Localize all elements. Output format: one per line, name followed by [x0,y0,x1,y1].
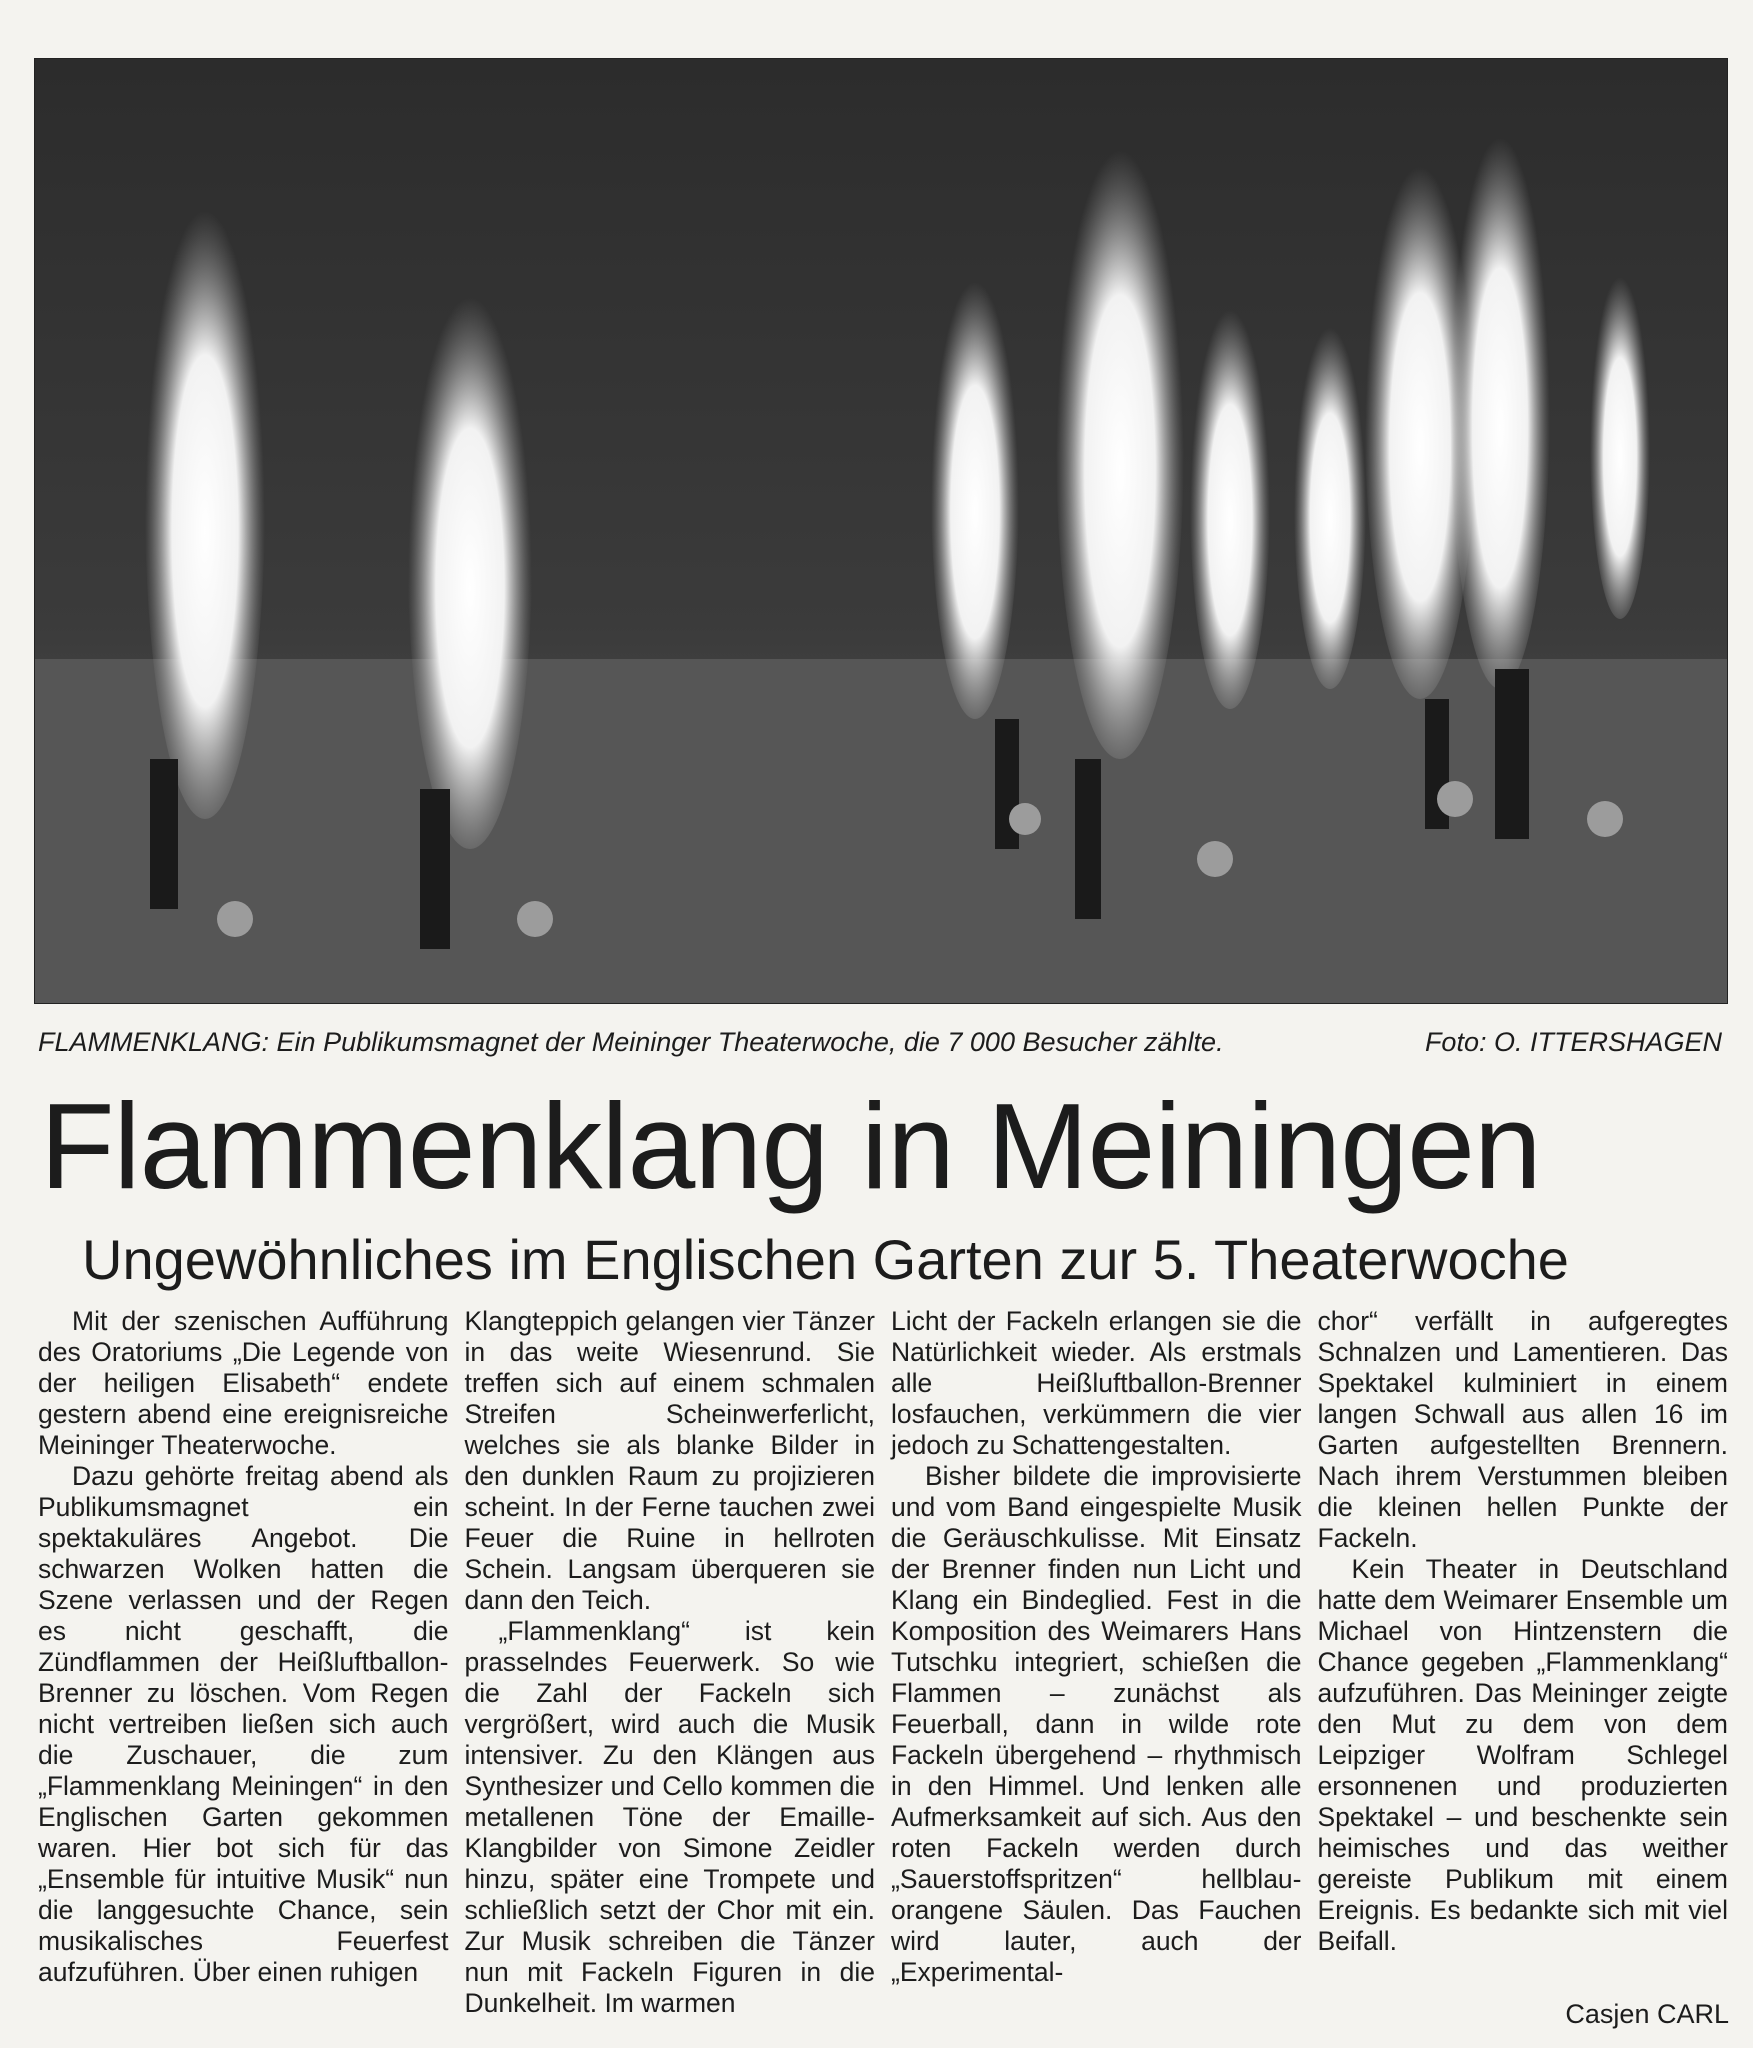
caption-text: FLAMMENKLANG: Ein Publikumsmagnet der Meininger Theaterwoche, die 7 000 Besucher zählte. [38,1027,1224,1057]
column-3 [891,1306,1302,1986]
column-2 [464,1306,876,2018]
fire-performance-photo-icon [35,59,1727,1003]
subheadline: Ungewöhnliches im Englischen Garten zur 5. Theaterwoche [82,1228,1569,1291]
paragraph: Dazu gehörte freitag abend als Publikumsmagnet ein spektakuläres Angebot. Die schwarzen Wolken hatten die Szene verlassen und der Regen es nicht geschafft, die Zündflammen der Heißluftballon-Brenner zu löschen. Vom Regen nicht vertreiben ließen sich auch die Zuschauer, die zum „Flammenklang Meiningen“ in den Englischen Garten gekommen waren. Hier bot sich für das „Ensemble für intuitive Musik“ nun die langgesuchte Chance, sein musikalisches Feuerfest aufzuführen. Über einen ruhigen [38,1461,449,1987]
paragraph: Mit der szenischen Aufführung des Oratoriums „Die Legende von der heiligen Elisabeth“ endete gestern abend eine ereignisreiche Meininger Theaterwoche. [38,1306,449,1460]
paragraph: Licht der Fackeln erlangen sie die Natürlichkeit wieder. Als erstmals alle Heißluftballon-Brenner losfauchen, verkümmern die vier jedoch zu Schattengestalten. [891,1306,1302,1460]
paragraph: chor“ verfällt in aufgeregtes Schnalzen und Lamentieren. Das Spektakel kulminiert in einem langen Schwall aus allen 16 im Garten aufgestellten Brennern. Nach ihrem Verstummen bleiben die kleinen hellen Punkte der Fackeln. [1317,1306,1728,1553]
paragraph: Kein Theater in Deutschland hatte dem Weimarer Ensemble um Michael von Hintzenstern die Chance gegeben „Flammenklang“ aufzuführen. Das Meininger zeigte den Mut zu dem von dem Leipziger Wolfram Schlegel ersonnenen und produzierten Spektakel – und beschenkte sein heimisches und das weither gereiste Publikum mit einem Ereignis. Es bedankte sich mit viel Beifall. [1317,1554,1728,1956]
headline: Flammenklang in Meiningen [40,1078,1541,1214]
author-byline: Casjen CARL [1565,1999,1729,2029]
column-1 [38,1306,449,1986]
paragraph: „Flammenklang“ ist kein prasselndes Feuerwerk. So wie die Zahl der Fackeln sich vergrößert, wird auch die Musik intensiver. Zu den Klängen aus Synthesizer und Cello kommen die metallenen Töne der Emaille-Klangbilder von Simone Zeidler hinzu, später eine Trompete und schließlich setzt der Chor mit ein. Zur Musik schreiben die Tänzer nun mit Fackeln Figuren in die Dunkelheit. Im warmen [464,1616,875,2018]
column-4 [1318,1306,1729,1986]
photo-credit: Foto: O. ITTERSHAGEN [1424,1027,1722,1057]
paragraph: Bisher bildete die improvisierte und vom Band eingespielte Musik die Geräuschkulisse. Mit Einsatz der Brenner finden nun Licht und Klang ein Bindeglied. Fest in die Komposition des Weimarers Hans Tutschku integriert, schießen die Flammen – zunächst als Feuerball, dann in wilde rote Fackeln übergehend – rhythmisch in den Himmel. Und lenken alle Aufmerksamkeit auf sich. Aus den roten Fackeln werden durch „Sauerstoffspritzen“ hellblau-orangene Säulen. Das Fauchen wird lauter, auch der „Experimental- [891,1461,1302,1987]
photo-caption [38,1024,1726,1060]
article-photo [34,58,1728,1004]
paragraph: Klangteppich gelangen vier Tänzer in das weite Wiesenrund. Sie treffen sich auf einem schmalen Streifen Scheinwerferlicht, welches sie als blanke Bilder in den dunklen Raum zu projizieren scheint. In der Ferne tauchen zwei Feuer die Ruine in hellroten Schein. Langsam überqueren sie dann den Teich. [464,1306,875,1615]
